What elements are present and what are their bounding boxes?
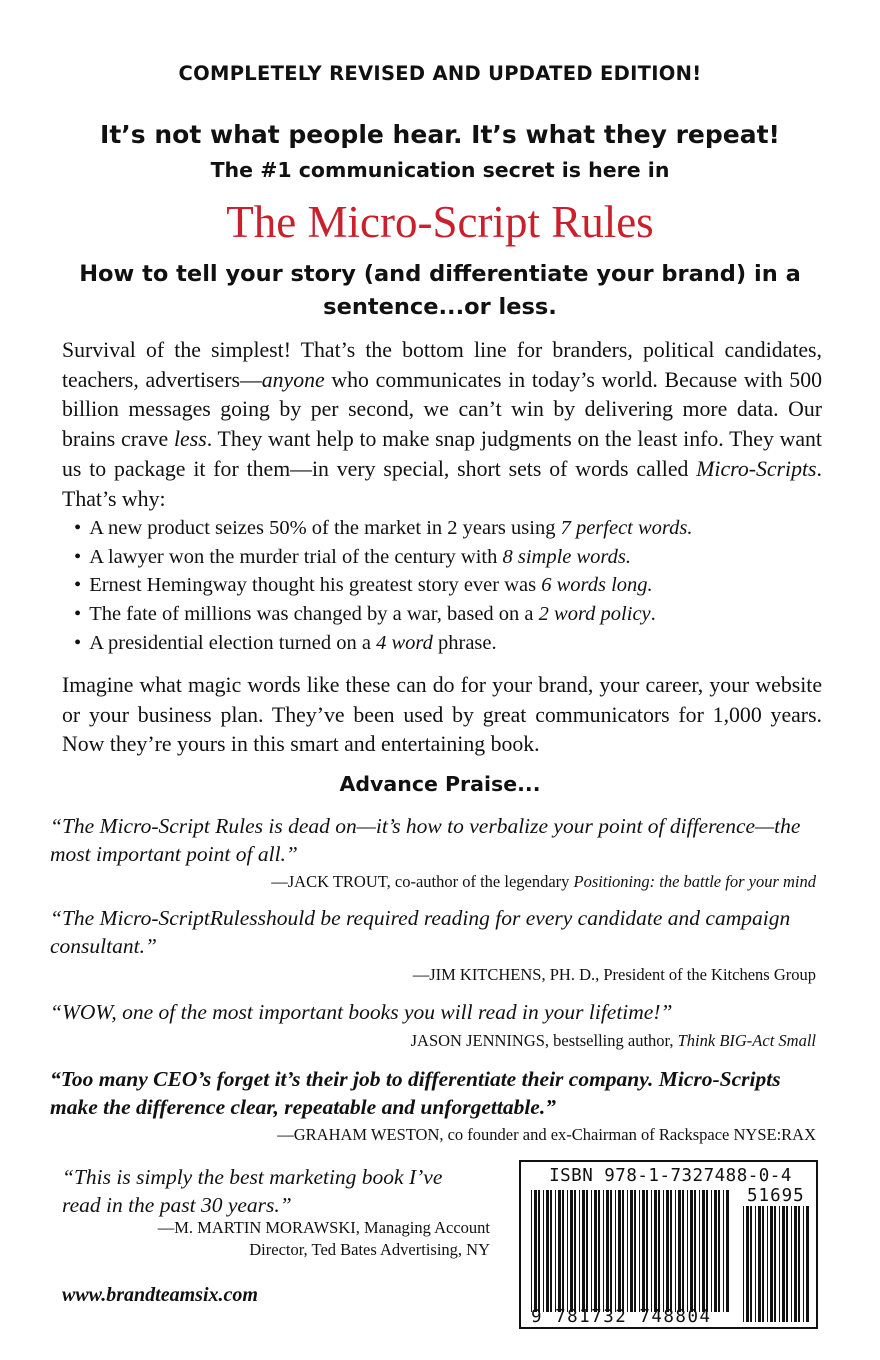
barcode-bar [675,1190,676,1312]
edition-banner: COMPLETELY REVISED AND UPDATED EDITION! [178,62,702,85]
barcode-bar [678,1190,681,1312]
barcode-bar [579,1190,580,1312]
barcode-bar [699,1190,700,1312]
barcode-bar [582,1190,585,1312]
isbn-number: ISBN 978-1-7327488-0-4 [549,1166,792,1186]
barcode-bar [570,1190,573,1312]
barcode-bar [794,1206,797,1322]
barcode-bar [746,1206,749,1322]
intro-text-2: who communicates in today’s world. Because with 500 billion messages going by per second, we can’t win by delivering more data. Our brains crave [62,367,822,452]
barcode-bar [726,1190,729,1312]
barcode-bar [718,1190,720,1312]
barcode-bar [770,1206,773,1322]
barcode-bar [546,1190,549,1312]
praise-quote-morawski: “This is simply the best marketing book I’ve read in the past 30 years.” [62,1165,443,1217]
barcode-bar [543,1190,544,1312]
praise-quote-weston: “Too many CEO’s forget it’s their job to differentiate their company. Micro-Scripts make the difference clear, repeatable and unforgettable.” [50,1067,781,1119]
website-url: www.brandteamsix.com [62,1284,258,1306]
barcode-bar [666,1190,669,1312]
barcode-bar [803,1206,804,1322]
barcode-bar [642,1190,645,1312]
barcode-bar [654,1190,657,1312]
barcode-bar [534,1190,537,1312]
barcode-bar [639,1190,640,1312]
tagline: How to tell your story (and differentiate your brand) in a sentence...or less. [79,261,801,320]
praise-attribution-weston: —GRAHAM WESTON, co founder and ex-Chairman of Rackspace NYSE:RAX [277,1125,816,1144]
headline: It’s not what people hear. It’s what they repeat! [100,120,780,149]
praise-attribution-trout: —JACK TROUT, co-author of the legendary Positioning: the battle for your mind [271,872,816,891]
intro-text-4: . That’s why: [62,456,822,511]
barcode-bar [723,1190,724,1312]
imagine-paragraph: Imagine what magic words like these can do for your brand, your career, your website or your business plan. They’ve been used by great communicators for 1,000 years. Now they’re yours in this smart and entertaining book. [62,673,822,757]
praise-attribution-kitchens: —JIM KITCHENS, PH. D., President of the Kitchens Group [412,965,816,984]
barcode-bar [531,1190,532,1312]
list-item: • The fate of millions was changed by a war, based on a 2 word policy. [74,600,834,629]
barcode-bar [606,1190,609,1312]
barcode-bar [622,1190,624,1312]
barcode-bar [627,1190,628,1312]
barcode-bar [567,1190,568,1312]
intro-emphasis-less: less [173,427,207,452]
barcode-bar [658,1190,660,1312]
praise-quote-kitchens: “The Micro-ScriptRulesshould be required reading for every candidate and campaign consultant.” [50,906,791,958]
intro-emphasis-anyone: anyone [261,367,325,392]
barcode-bar [806,1206,809,1322]
barcode-bar [630,1190,633,1312]
barcode-bar [706,1190,708,1312]
barcode-bar [574,1190,576,1312]
barcode-bar [562,1190,564,1312]
barcode-bar [694,1190,696,1312]
list-item: • A lawyer won the murder trial of the century with 8 simple words. [74,543,834,572]
barcode-bar [646,1190,648,1312]
barcode-bar [743,1206,744,1322]
barcode-bar [714,1190,717,1312]
barcode-bar [779,1206,780,1322]
barcode-bar [591,1190,592,1312]
barcode-bar [586,1190,588,1312]
list-item: • A new product seizes 50% of the market in 2 years using 7 perfect words. [74,514,834,543]
ean-digits: 9 781732 748804 [531,1307,712,1327]
barcode-bar [758,1206,761,1322]
barcode-bar [767,1206,768,1322]
barcode-bar [550,1190,552,1312]
barcode-bar [702,1190,705,1312]
isbn-barcode [519,1160,818,1329]
barcode-bar [538,1190,540,1312]
intro-text-1: Survival of the simplest! That’s the bottom line for branders, political candidates, teachers, advertisers— [62,338,822,392]
barcode-bar [555,1190,556,1312]
praise-attribution-morawski: —M. MARTIN MORAWSKI, Managing Account Director, Ted Bates Advertising, NY [157,1218,490,1259]
barcode-bar [711,1190,712,1312]
barcode-bar [618,1190,621,1312]
barcode-bar [682,1190,684,1312]
barcode-bar [782,1206,785,1322]
barcode-bar [651,1190,652,1312]
barcode-bar [755,1206,756,1322]
barcode-bar [615,1190,616,1312]
barcode-bar [786,1206,788,1322]
praise-attribution-jennings: JASON JENNINGS, bestselling author, Think BIG-Act Small [410,1031,816,1050]
fact-list [74,514,834,658]
price-code: 51695 [747,1186,805,1206]
praise-quote-jennings: “WOW, one of the most important books you will read in your lifetime!” [50,1000,673,1024]
list-item: • Ernest Hemingway thought his greatest story ever was 6 words long. [74,571,834,600]
barcode-bar [687,1190,688,1312]
barcode-bar [558,1190,561,1312]
barcode-bar [663,1190,664,1312]
praise-quote-trout: “The Micro-Script Rules is dead on—it’s how to verbalize your point of difference—the most important point of all.” [50,814,801,866]
barcode-bar [690,1190,693,1312]
barcode-bar [798,1206,800,1322]
barcode-bar [594,1190,597,1312]
barcode-bar [670,1190,672,1312]
barcode-bar [598,1190,600,1312]
barcode-bar [750,1206,752,1322]
book-title: The Micro-Script Rules [226,197,654,247]
barcode-bar [634,1190,636,1312]
list-item: • A presidential election turned on a 4 word phrase. [74,629,834,658]
barcode-bar [762,1206,764,1322]
barcode-bar [610,1190,612,1312]
subheadline: The #1 communication secret is here in [210,158,670,182]
intro-paragraph [62,336,822,514]
barcode-bar [791,1206,792,1322]
barcode-bar [774,1206,776,1322]
barcode-bar [603,1190,604,1312]
praise-heading: Advance Praise... [339,772,541,796]
intro-text-3: . They want help to make snap judgments on the least info. They want us to package it for them—in very special, short sets of words called [62,427,822,481]
intro-emphasis-micro-scripts: Micro-Scripts [696,456,817,481]
